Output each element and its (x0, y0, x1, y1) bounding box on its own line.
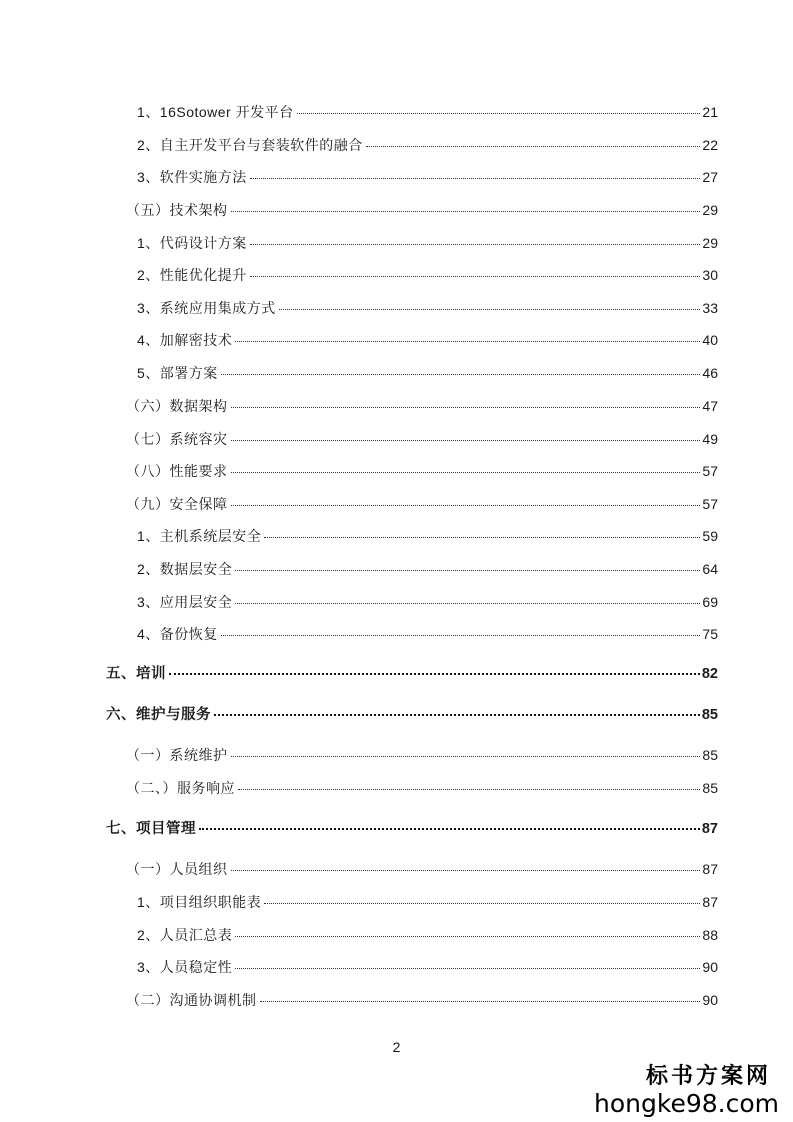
toc-entry-page: 85 (702, 747, 718, 763)
toc-dot-leader (231, 439, 701, 441)
toc-entry-title: 4、加解密技术 (137, 332, 233, 348)
toc-dot-leader (231, 471, 701, 473)
toc-dot-leader (221, 373, 700, 375)
toc-dot-leader (231, 504, 701, 506)
toc-entry[interactable] (137, 560, 718, 578)
toc-dot-leader (235, 602, 700, 604)
toc-entry[interactable] (126, 860, 718, 878)
toc-entry[interactable] (137, 103, 718, 121)
toc-entry-title: （七）系统容灾 (126, 431, 228, 447)
toc-dot-leader (231, 210, 701, 212)
toc-entry[interactable] (126, 201, 718, 219)
toc-entry-page: 69 (702, 594, 718, 610)
toc-entry[interactable] (126, 991, 718, 1009)
toc-entry-page: 87 (702, 894, 718, 910)
toc-entry-page: 49 (702, 431, 718, 447)
toc-entry-title: （六）数据架构 (126, 398, 228, 414)
toc-dot-leader (231, 869, 701, 871)
toc-entry[interactable] (126, 495, 718, 513)
toc-entry-title: 1、16Sotower 开发平台 (137, 104, 294, 120)
toc-entry[interactable] (137, 527, 718, 545)
toc-dot-leader (250, 275, 700, 277)
toc-entry[interactable] (106, 706, 718, 724)
toc-entry-title: 2、数据层安全 (137, 561, 233, 577)
toc-entry-page: 27 (702, 169, 718, 185)
toc-entry-page: 29 (702, 235, 718, 251)
toc-dot-leader (214, 713, 700, 716)
toc-entry-title: 五、培训 (106, 666, 166, 682)
toc-entry-page: 57 (702, 496, 718, 512)
toc-dot-leader (221, 634, 700, 636)
toc-entry-title: （八）性能要求 (126, 463, 228, 479)
toc-dot-leader (250, 177, 700, 179)
toc-entry-title: 1、主机系统层安全 (137, 528, 262, 544)
toc-entry[interactable] (137, 593, 718, 611)
toc-dot-leader (297, 112, 700, 114)
toc-entry-title: （一）人员组织 (126, 861, 228, 877)
toc-entry-title: 1、代码设计方案 (137, 235, 247, 251)
toc-dot-leader (279, 308, 700, 310)
toc-dot-leader (231, 755, 701, 757)
watermark-url: hongke98.com (594, 1089, 779, 1118)
toc-entry-title: 3、系统应用集成方式 (137, 300, 276, 316)
toc-entry[interactable] (126, 462, 718, 480)
toc-entry[interactable] (137, 331, 718, 349)
toc-entry[interactable] (137, 926, 718, 944)
toc-entry-page: 90 (702, 959, 718, 975)
toc-entry-title: （二、）服务响应 (126, 780, 235, 796)
toc-entry[interactable] (137, 168, 718, 186)
toc-entry[interactable] (137, 893, 718, 911)
toc-dot-leader (238, 788, 700, 790)
toc-entry-page: 47 (702, 398, 718, 414)
toc-entry-page: 33 (702, 300, 718, 316)
watermark-brand: 标书方案网 (646, 1063, 772, 1089)
toc-entry[interactable] (137, 299, 718, 317)
toc-entry-title: 七、项目管理 (106, 821, 196, 837)
toc-entry[interactable] (137, 136, 718, 154)
toc-entry[interactable] (126, 430, 718, 448)
toc-entry-page: 88 (702, 927, 718, 943)
toc-entry-title: （二）沟通协调机制 (126, 992, 257, 1008)
toc-entry-page: 29 (702, 202, 718, 218)
toc-dot-leader (235, 967, 700, 969)
toc-entry-page: 64 (702, 561, 718, 577)
toc-entry-page: 87 (702, 861, 718, 877)
toc-dot-leader (250, 243, 700, 245)
toc-entry[interactable] (137, 266, 718, 284)
toc-entry[interactable] (126, 397, 718, 415)
toc-dot-leader (264, 536, 700, 538)
toc-dot-leader (235, 569, 700, 571)
toc-dot-leader (264, 902, 700, 904)
toc-dot-leader (366, 145, 700, 147)
toc-entry[interactable] (106, 820, 718, 838)
watermark-logo (594, 1065, 779, 1116)
toc-entry-page: 30 (702, 267, 718, 283)
toc-entry-page: 85 (702, 780, 718, 796)
toc-entry[interactable] (126, 746, 718, 764)
toc-entry-title: 2、人员汇总表 (137, 927, 233, 943)
toc-entry-page: 57 (702, 463, 718, 479)
page-number: 2 (392, 1039, 401, 1055)
toc-entry[interactable] (137, 234, 718, 252)
toc-entry-title: 1、项目组织职能表 (137, 894, 262, 910)
toc-dot-leader (231, 406, 701, 408)
toc-entry-page: 40 (702, 332, 718, 348)
toc-dot-leader (235, 935, 700, 937)
toc-entry-page: 21 (702, 104, 718, 120)
toc-entry-page: 22 (702, 137, 718, 153)
toc-entry[interactable] (137, 625, 718, 643)
toc-entry-title: （九）安全保障 (126, 496, 228, 512)
toc-entry-page: 87 (701, 821, 718, 837)
toc-entry[interactable] (126, 779, 718, 797)
toc-entry[interactable] (137, 364, 718, 382)
toc-dot-leader (260, 1000, 701, 1002)
toc-entry-title: 3、软件实施方法 (137, 169, 247, 185)
toc-entry-title: （五）技术架构 (126, 202, 228, 218)
toc-dot-leader (235, 340, 700, 342)
toc-entry-title: 3、人员稳定性 (137, 959, 233, 975)
toc-entry-title: 六、维护与服务 (106, 707, 211, 723)
toc-entry-page: 46 (702, 365, 718, 381)
toc-entry-title: 2、性能优化提升 (137, 267, 247, 283)
toc-entry-title: 4、备份恢复 (137, 626, 218, 642)
toc-dot-leader (199, 827, 700, 830)
toc-entry-title: （一）系统维护 (126, 747, 228, 763)
toc-entry-title: 5、部署方案 (137, 365, 218, 381)
toc-entry-page: 85 (701, 707, 718, 723)
toc-entry-title: 2、自主开发平台与套装软件的融合 (137, 137, 363, 153)
toc-entry-page: 82 (701, 666, 718, 682)
toc-dot-leader (169, 672, 700, 675)
toc-entry-page: 90 (702, 992, 718, 1008)
toc-entry[interactable] (137, 958, 718, 976)
toc-entry-page: 59 (702, 528, 718, 544)
toc-entry-title: 3、应用层安全 (137, 594, 233, 610)
toc-entry-page: 75 (702, 626, 718, 642)
toc-entry[interactable] (106, 665, 718, 683)
